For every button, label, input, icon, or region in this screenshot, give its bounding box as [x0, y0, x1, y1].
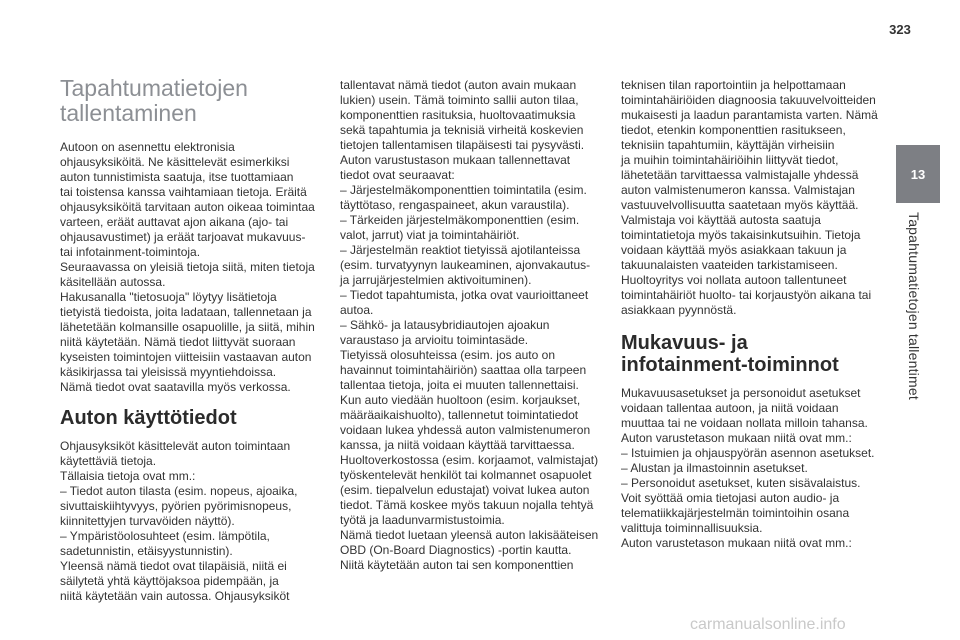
- text-line: – Järjestelmäkomponenttien toimintatila (esim.: [340, 183, 587, 197]
- paragraph-stored-data: [340, 78, 602, 573]
- column-3: [621, 78, 883, 551]
- text-line: Huoltoyritys voi nollata autoon tallentuneet: [621, 273, 847, 287]
- text-line: – Tiedot auton tilasta (esim. nopeus, ajoaika,: [60, 484, 298, 498]
- text-line: autoa.: [340, 303, 374, 317]
- text-line: tai infotainment-toimintoja.: [60, 245, 201, 259]
- text-line: Mukavuusasetukset ja personoidut asetukset: [621, 386, 861, 400]
- text-line: Nämä tiedot luetaan yleensä auton lakisääteisen: [340, 528, 599, 542]
- paragraph-intro: [60, 140, 315, 395]
- text-line: – Tärkeiden järjestelmäkomponenttien (esim.: [340, 213, 580, 227]
- paragraph-comfort: [621, 386, 883, 551]
- text-line: tietyistä tiedoista, joita ladataan, tallennetaan ja: [60, 305, 312, 319]
- text-line: valittuja toiminnallisuuksia.: [621, 521, 763, 535]
- text-line: käsikirjassa tai yleisissä myyntiehdoissa.: [60, 365, 277, 379]
- text-line: varaustaso ja arvioitu toimintasäde.: [340, 333, 529, 347]
- text-line: sivuttaiskiihtyvyys, pyörien pyörimisnopeus,: [60, 499, 292, 513]
- text-line: Hakusanalla "tietosuoja" löytyy lisätietoja: [60, 290, 277, 304]
- text-line: Niitä käytetään auton tai sen komponenttien: [340, 558, 574, 572]
- text-line: valot, jarrut) viat ja toimintahäiriöt.: [340, 228, 520, 242]
- text-line: – Istuimien ja ohjauspyörän asennon asetukset.: [621, 446, 875, 460]
- text-line: Kun auto viedään huoltoon (esim. korjaukset,: [340, 393, 581, 407]
- text-line: sekä tapahtumia ja teknisiä virheitä koskevien: [340, 123, 584, 137]
- text-line: tietojen tallentamisen tilapäisesti tai pysyvästi.: [340, 138, 585, 152]
- chapter-title: Tapahtumatietojen tallentimet: [906, 212, 922, 400]
- text-line: lähetetään kolmansille osapuolille, ja siitä, mihin: [60, 320, 315, 334]
- text-line: tallentaa tietoja, joita ei muuten tallennettaisi.: [340, 378, 579, 392]
- text-line: ohjausavustimet) ja eräät tarjoavat mukavuus-: [60, 230, 306, 244]
- text-line: teknisiin tapahtumiin, käyttäjän virheisiin: [621, 138, 835, 152]
- text-line: Valmistaja voi käyttää autosta saatuja: [621, 213, 821, 227]
- text-line: työtä ja laadunvarmistustoimia.: [340, 513, 505, 527]
- text-line: ja muihin toimintahäiriöihin liittyvät tiedot,: [621, 153, 839, 167]
- text-line: auton valmistenumeron kanssa. Valmistajan: [621, 183, 855, 197]
- heading-line: infotainment-toiminnot: [621, 354, 839, 376]
- page-number: 323: [889, 22, 911, 37]
- text-line: telematiikkajärjestelmän toimintoihin osana: [621, 506, 850, 520]
- text-line: Huoltoverkostossa (esim. korjaamot, valmistajat): [340, 453, 599, 467]
- text-line: kyseisten toimintojen viitteisiin vastaavan auton: [60, 350, 312, 364]
- text-line: – Sähkö- ja latausybridiautojen ajoakun: [340, 318, 550, 332]
- text-line: Auton varustetason mukaan niitä ovat mm.:: [621, 431, 852, 445]
- text-line: – Ympäristöolosuhteet (esim. lämpötila,: [60, 529, 270, 543]
- heading-line: tallentaminen: [60, 100, 197, 126]
- heading-line: Tapahtumatietojen: [60, 75, 248, 101]
- text-line: voidaan käyttää myös asiakkaan takuun ja: [621, 243, 847, 257]
- section-heading-vehicle-data: Auton käyttötiedot: [60, 407, 237, 429]
- text-line: voidaan lukea yhdessä auton valmistenumeron: [340, 423, 591, 437]
- text-line: lukien) usein. Tämä toiminto sallii auton tilaa,: [340, 93, 579, 107]
- text-line: toimintatietoja myös takaisinkutsuihin. Tietoja: [621, 228, 861, 242]
- text-line: työskentelevät henkilöt tai kolmannet osapuolet: [340, 468, 592, 482]
- section-heading-event-data: [60, 76, 312, 126]
- column-1: [60, 75, 315, 604]
- text-line: – Personoidut asetukset, kuten sisävalaistus.: [621, 476, 861, 490]
- text-line: määräaikaishuolto), tallennetut toimintatiedot: [340, 408, 579, 422]
- text-line: muuttaa tai ne voidaan nollata milloin tahansa.: [621, 416, 868, 430]
- text-line: käsitellään autossa.: [60, 275, 166, 289]
- text-line: (esim. turvatyynyn laukeaminen, ajonvakautus-: [340, 258, 591, 272]
- heading-line: Mukavuus- ja: [621, 332, 748, 354]
- text-line: vastuuvelvollisuutta saatetaan myös käyttää.: [621, 198, 859, 212]
- text-line: kiinnitettyjen turvavöiden näyttö).: [60, 514, 235, 528]
- text-line: – Tiedot tapahtumista, jotka ovat vaurioittaneet: [340, 288, 589, 302]
- section-heading-comfort-infotainment: [621, 332, 883, 376]
- text-line: sadetunnistin, etäisyystunnistin).: [60, 544, 233, 558]
- text-line: teknisen tilan raportointiin ja helpottamaan: [621, 78, 846, 92]
- text-line: varteen, eräät auttavat ajon aikana (ajo- tai: [60, 215, 289, 229]
- text-line: asiakkaan pyynnöstä.: [621, 303, 737, 317]
- text-line: ohjausyksiköitä tarvitaan auton oikeaa toimintaa: [60, 200, 315, 214]
- text-line: kanssa, ja niitä voidaan käyttää tarvittaessa.: [340, 438, 575, 452]
- text-line: takuunalaisten vaateiden tarkistamiseen.: [621, 258, 838, 272]
- text-line: Seuraavassa on yleisiä tietoja siitä, miten tietoja: [60, 260, 315, 274]
- text-line: tai toistensa kanssa vaihtamiaan tietoja. Eräitä: [60, 185, 307, 199]
- text-line: mukaisesti ja laadun parantamista varten. Nämä: [621, 108, 878, 122]
- text-line: Tällaisia tietoja ovat mm.:: [60, 469, 196, 483]
- text-line: voidaan tallentaa autoon, ja niitä voidaan: [621, 401, 839, 415]
- text-line: OBD (On-Board Diagnostics) -portin kautta.: [340, 543, 572, 557]
- text-line: Yleensä nämä tiedot ovat tilapäisiä, niitä ei: [60, 559, 287, 573]
- chapter-tab: 13: [896, 145, 940, 203]
- text-line: Ohjausyksiköt käsittelevät auton toimintaan: [60, 439, 291, 453]
- text-line: niitä käytetään. Nämä tiedot liittyvät suoraan: [60, 335, 296, 349]
- text-line: toimintahäiriöiden diagnoosia takuuvelvoitteiden: [621, 93, 876, 107]
- text-line: – Järjestelmän reaktiot tietyissä ajotilanteissa: [340, 243, 581, 257]
- text-line: komponenttien rasituksia, huoltovaatimuksia: [340, 108, 576, 122]
- paragraph-vehicle-data: [60, 439, 312, 604]
- column-2: [340, 78, 602, 573]
- text-line: ja jarrujärjestelmien aktivoituminen).: [340, 273, 532, 287]
- text-line: havainnut toimintahäiriön) saattaa olla tarpeen: [340, 363, 587, 377]
- text-line: Voit syöttää omia tietojasi auton audio- ja: [621, 491, 840, 505]
- text-line: säilytetä yhtä käyttöjaksoa pidempään, ja: [60, 574, 279, 588]
- text-line: (esim. tiepalvelun edustajat) voivat lukea auton: [340, 483, 590, 497]
- text-line: Auton varustetason mukaan niitä ovat mm.:: [621, 536, 852, 550]
- paragraph-reporting: [621, 78, 883, 318]
- text-line: Auton varustustason mukaan tallennettavat: [340, 153, 571, 167]
- text-line: Tietyissä olosuhteissa (esim. jos auto on: [340, 348, 555, 362]
- text-line: Nämä tiedot ovat saatavilla myös verkossa.: [60, 380, 291, 394]
- text-line: käytettäviä tietoja.: [60, 454, 157, 468]
- text-line: Autoon on asennettu elektronisia: [60, 140, 235, 154]
- text-line: tiedot. Tämä koskee myös takuun nojalla tehtyä: [340, 498, 594, 512]
- text-line: toimintahäiriöt huolto- tai korjaustyön aikana tai: [621, 288, 872, 302]
- text-line: tiedot ovat seuraavat:: [340, 168, 455, 182]
- text-line: tiedot, etenkin komponenttien rasitukseen,: [621, 123, 846, 137]
- text-line: ohjausyksiköitä. Ne käsittelevät esimerkiksi: [60, 155, 290, 169]
- text-line: niitä käytetään vain autossa. Ohjausyksiköt: [60, 589, 290, 603]
- text-line: auton tunnistimista saatuja, itse tuottamiaan: [60, 170, 294, 184]
- text-line: tallentavat nämä tiedot (auton avain mukaan: [340, 78, 577, 92]
- text-line: – Alustan ja ilmastoinnin asetukset.: [621, 461, 808, 475]
- text-line: lähetetään tarvittaessa valmistajalle yhdessä: [621, 168, 859, 182]
- text-line: täyttötaso, rengaspaineet, akun varaustila).: [340, 198, 570, 212]
- watermark-text: carmanualsonline.info: [690, 616, 846, 633]
